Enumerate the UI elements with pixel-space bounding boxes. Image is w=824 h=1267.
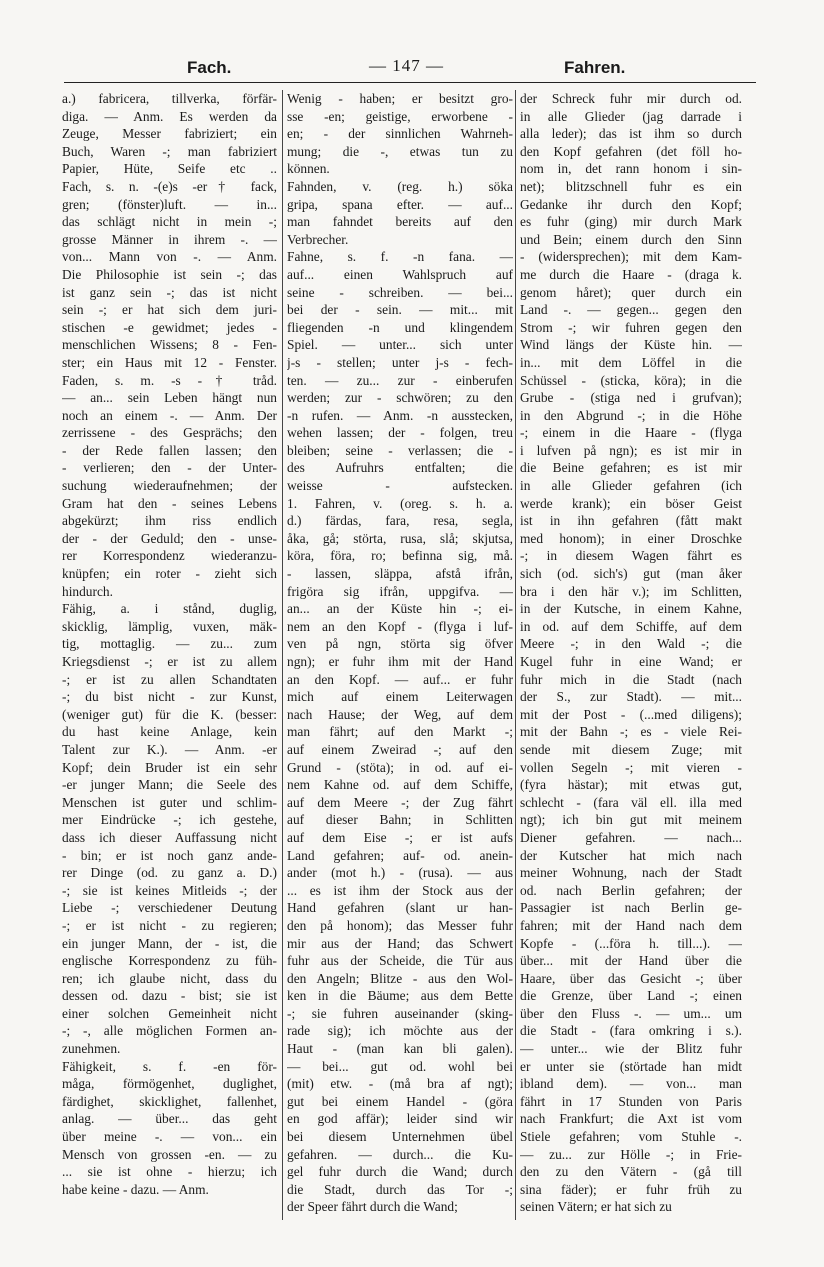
text-line: Schüssel - (sticka, köra); in die xyxy=(520,372,742,388)
text-line: Menschen ist guter und schlim- xyxy=(62,794,277,810)
running-head-left: Fach. xyxy=(187,58,232,77)
text-line: sein -; er hat sich dem juri- xyxy=(62,302,277,318)
text-line: der Schreck fuhr mir durch od. xyxy=(520,91,742,106)
text-line: die Beine gefahren; es ist mir xyxy=(520,460,742,476)
text-line: wehen lassen; der - folgen, treu xyxy=(287,425,513,441)
text-line: ngt); ich bin gut mit meinem xyxy=(520,812,742,828)
text-line: in alle Glieder (jag darrade i xyxy=(520,108,742,124)
text-line: dass ich dieser Auffassung nicht xyxy=(62,829,277,845)
text-line: stischen -e gewidmet; jedes - xyxy=(62,319,277,335)
text-line: od. nach Berlin gefahren; der xyxy=(520,882,742,898)
text-line: — unter... wie der Blitz fuhr xyxy=(520,1041,742,1057)
text-line: Grube - (stiga ned i grufvan); xyxy=(520,390,742,406)
text-line: des Aufruhrs entfalten; die xyxy=(287,460,513,476)
text-line: englische Korrespondenz zu füh- xyxy=(62,953,277,969)
text-line: meiner Wohnung, nach der Stadt xyxy=(520,865,742,881)
text-line: Wind längs der Küste hin. — xyxy=(520,337,742,353)
text-line: Spiel. — unter... sich unter xyxy=(287,337,513,353)
text-line: bei diesem Unternehmen übel xyxy=(287,1129,513,1145)
text-line: auf... einen Wahlspruch auf xyxy=(287,266,513,282)
text-line: ren; ich glaube nicht, dass du xyxy=(62,970,277,986)
text-line: (weniger gut) für die K. (besser: xyxy=(62,706,277,722)
text-line: dessen od. dazu - bist; sie ist xyxy=(62,988,277,1004)
text-line: ein junger Mann, der - ist, die xyxy=(62,935,277,951)
text-line: Wenig - haben; er besitzt gro- xyxy=(287,91,513,106)
text-line: Buch, Waren -; man fabriziert xyxy=(62,143,277,159)
text-line: — an... sein Leben hängt nun xyxy=(62,390,277,406)
text-line: Talent zur K.). — Anm. -er xyxy=(62,741,277,757)
text-line: gut bei einem Handel - (göra xyxy=(287,1093,513,1109)
text-line: ist in ihn gefahren (fått makt xyxy=(520,513,742,529)
text-line: sse -en; geistige, erworbene - xyxy=(287,108,513,124)
text-line: Grund - (stöta); in od. auf ei- xyxy=(287,759,513,775)
text-line: Land -. — gegen... gegen den xyxy=(520,302,742,318)
text-line: anlag. — über... das geht xyxy=(62,1111,277,1127)
text-line: seine - schreiben. — bei... xyxy=(287,284,513,300)
text-line: zunehmen. xyxy=(62,1041,121,1057)
text-line: Zeuge, Messer fabriziert; ein xyxy=(62,126,277,142)
text-line: gefahren. — durch... die Ku- xyxy=(287,1146,513,1162)
text-line: und Bein; einem durch den Sinn xyxy=(520,231,742,247)
text-line: — zu... zur Hölle -; in Frie- xyxy=(520,1146,742,1162)
text-line: sina fäder); er fuhr früh zu xyxy=(520,1181,742,1197)
text-line: Die Philosophie ist sein -; das xyxy=(62,266,277,282)
text-line: nem an den Kopf - (flyga i luf- xyxy=(287,618,513,634)
text-line: Passagier ist nach Berlin ge- xyxy=(520,900,742,916)
text-line: in den Abgrund -; in die Höhe xyxy=(520,407,742,423)
text-line: mit der Bahn -; es - viele Rei- xyxy=(520,724,742,740)
text-line: mich auf einem Leiterwagen xyxy=(287,689,513,705)
text-line: nach Hause; der Weg, auf dem xyxy=(287,706,513,722)
text-line: der S., zur Stadt). — mit... xyxy=(520,689,742,705)
text-line: mer Eindrücke -; ich gestehe, xyxy=(62,812,277,828)
text-line: - lassen, släppa, afstå ifrån, xyxy=(287,566,513,582)
text-line: ibland dem). — von... man xyxy=(520,1076,742,1092)
header-rule xyxy=(64,82,756,83)
text-line: noch an einem -. — Anm. Der xyxy=(62,407,277,423)
text-line: -; einem in die Haare - (flyga xyxy=(520,425,742,441)
text-line: schlecht - (fara väl ell. illa med xyxy=(520,794,742,810)
text-line: net); blitzschnell fuhr es ein xyxy=(520,178,742,194)
text-line: Strom -; wir fuhren gegen den xyxy=(520,319,742,335)
text-line: gren; (fönster)luft. — in... xyxy=(62,196,277,212)
text-line: fährt in 17 Stunden von Paris xyxy=(520,1093,742,1109)
text-line: fuhr aus der Scheide, die Tür aus xyxy=(287,953,513,969)
text-line: Fach, s. n. -(e)s -er† fack, xyxy=(62,178,277,194)
text-line: Land gefahren; auf- od. anein- xyxy=(287,847,513,863)
text-line: Meere -; in den Wald -; die xyxy=(520,636,742,652)
text-line: vollen Segeln -; mit vieren - xyxy=(520,759,742,775)
text-line: habe keine - dazu. — Anm. xyxy=(62,1181,209,1197)
text-line: der Speer fährt durch die Wand; xyxy=(287,1199,458,1215)
text-line: ... sie ist ohne - hierzu; ich xyxy=(62,1164,277,1180)
text-line: - verlieren; den - der Unter- xyxy=(62,460,277,476)
text-line: Liebe -; verschiedener Deutung xyxy=(62,900,277,916)
text-line: -er junger Mann; die Seele des xyxy=(62,777,277,793)
text-line: in alle Glieder gefahren (ich xyxy=(520,478,742,494)
text-line: über den Fluss -. — um... um xyxy=(520,1005,742,1021)
text-line: (mit) etw. - (må bra af ngt); xyxy=(287,1076,513,1092)
text-line: -n rufen. — Anm. -n ausstecken, xyxy=(287,407,513,423)
text-line: Verbrecher. xyxy=(287,231,349,247)
text-line: den Angeln; Blitze - aus den Wol- xyxy=(287,970,513,986)
text-line: — bei... gut od. wohl bei xyxy=(287,1058,513,1074)
running-head-right: Fahren. xyxy=(564,58,626,77)
text-line: Haut - (man kan bli galen). xyxy=(287,1041,513,1057)
text-line: hindurch. xyxy=(62,583,113,599)
text-line: gripa, spana efter. — auf... xyxy=(287,196,513,212)
text-line: ven på ngn, störta sig öfver xyxy=(287,636,513,652)
text-line: a.) fabricera, tillverka, förfär- xyxy=(62,91,277,106)
text-line: bra i den här v.); im Schlitten, xyxy=(520,583,742,599)
text-line: Hand gefahren (slant ur han- xyxy=(287,900,513,916)
text-line: -; du bist nicht - zur Kunst, xyxy=(62,689,277,705)
text-line: über meine -. — von... ein xyxy=(62,1129,277,1145)
text-line: ngn); er fuhr ihm mit der Hand xyxy=(287,654,513,669)
text-line: j-s - stellen; unter j-s - fech- xyxy=(287,354,513,370)
text-line: werde krank); ein böser Geist xyxy=(520,495,742,511)
text-line: Fahne, s. f. -n fana. — xyxy=(287,249,513,265)
text-line: ... es ist ihm der Stock aus der xyxy=(287,882,513,898)
text-line: auf dem Eise -; er ist aufs xyxy=(287,829,513,845)
text-line: bei der - sein. — mit... mit xyxy=(287,302,513,318)
text-line: man fahndet bereits auf den xyxy=(287,214,513,230)
text-line: måga, förmögenhet, duglighet, xyxy=(62,1076,277,1092)
text-line: i lufven på ngn); es ist mir in xyxy=(520,442,742,458)
text-line: die Grenze, über Land -; einen xyxy=(520,988,742,1004)
text-line: der - der Geduld; den - unse- xyxy=(62,530,277,546)
text-line: auf dieser Bahn; in Schlitten xyxy=(287,812,513,828)
text-line: genom håret); quer durch ein xyxy=(520,284,742,300)
text-line: können. xyxy=(287,161,330,177)
text-line: -; in diesem Wagen fährt es xyxy=(520,548,742,564)
text-line: Fähig, a. i stånd, duglig, xyxy=(62,601,277,617)
text-line: auf einem Zweirad -; auf den xyxy=(287,741,513,757)
text-line: (fyra hästar); mit etwas gut, xyxy=(520,777,742,793)
column-middle xyxy=(287,90,513,1220)
text-line: me durch die Haare - (draga k. xyxy=(520,266,742,282)
text-line: ander (mot h.) - (rusa). — aus xyxy=(287,865,513,881)
text-line: d.) färdas, fara, resa, segla, xyxy=(287,513,513,529)
text-line: - (widersprechen); mit dem Kam- xyxy=(520,249,742,265)
text-line: sich (od. sich's) gut (man åker xyxy=(520,566,742,582)
text-line: Fahnden, v. (reg. h.) söka xyxy=(287,178,513,194)
text-line: rer Korrespondenz wiederanzu- xyxy=(62,548,277,564)
text-line: Kopf; dein Bruder ist ein sehr xyxy=(62,759,277,775)
text-line: bleiben; seine - verlassen; die - xyxy=(287,442,513,458)
text-line: -; sie ist keines Mitleids -; der xyxy=(62,882,277,898)
text-line: zerrissene - des Gesprächs; den xyxy=(62,425,277,441)
text-line: 1. Fahren, v. (oreg. s. h. a. xyxy=(287,495,513,511)
text-line: grosse Männer in ihrem -. — xyxy=(62,231,277,247)
text-line: en god affär); leider sind wir xyxy=(287,1111,513,1127)
text-line: köra, föra, ro; befinna sig, må. xyxy=(287,548,513,564)
text-line: diga. — Anm. Es werden da xyxy=(62,108,277,124)
text-line: nem Kahne od. auf dem Schiffe, xyxy=(287,777,513,793)
text-line: du hast keine Anlage, kein xyxy=(62,724,277,740)
text-line: Kopfe - (...föra h. till...). — xyxy=(520,935,742,951)
text-line: abgekürzt; ihm riss endlich xyxy=(62,513,277,529)
text-line: es fuhr (ging) mir durch Mark xyxy=(520,214,742,230)
text-line: weisse - aufstecken. xyxy=(287,478,513,494)
text-line: an... an der Küste hin -; ei- xyxy=(287,601,513,617)
text-line: in der Kutsche, in einem Kahne, xyxy=(520,601,742,617)
column-right xyxy=(520,90,742,1220)
text-line: mung; die -, etwas tun zu xyxy=(287,143,513,159)
text-line: den Kopf gefahren (det föll ho- xyxy=(520,143,742,159)
text-line: Gedanke ihr durch den Kopf; xyxy=(520,196,742,212)
text-line: man fährt; auf den Markt -; xyxy=(287,724,513,740)
text-line: mit der Post - (...med diligens); xyxy=(520,706,742,722)
text-line: rade sig); ich möchte aus der xyxy=(287,1023,513,1039)
text-line: Kugel fuhr in eine Wand; er xyxy=(520,654,742,669)
text-line: in od. auf dem Schiffe, auf dem xyxy=(520,618,742,634)
text-line: menschlichen Wissens; 8 - Fen- xyxy=(62,337,277,353)
text-line: ten. — zu... zur - einberufen xyxy=(287,372,513,388)
text-line: - der Rede fallen lassen; den xyxy=(62,442,277,458)
text-line: alla leder); das ist ihm so durch xyxy=(520,126,742,142)
text-line: med honom); in einer Droschke xyxy=(520,530,742,546)
text-line: ster; ein Haus mit 12 - Fenster. xyxy=(62,354,277,370)
text-line: nach Frankfurt; die Axt ist vom xyxy=(520,1111,742,1127)
text-line: Diener gefahren. — nach... xyxy=(520,829,742,845)
text-line: -; -, alle möglichen Formen an- xyxy=(62,1023,277,1039)
text-line: ken in die Bäume; aus dem Bette xyxy=(287,988,513,1004)
text-line: -; er ist zu allen Schandtaten xyxy=(62,671,277,687)
page-number: — 147 — xyxy=(369,56,444,75)
text-line: gel fuhr durch die Wand; durch xyxy=(287,1164,513,1180)
text-line: knüpfen; ein roter - zieht sich xyxy=(62,566,277,582)
text-line: seinen Vätern; er hat sich zu xyxy=(520,1199,672,1215)
text-line: Stiele gefahren; vom Stuhle -. xyxy=(520,1129,742,1145)
text-line: Kriegsdienst -; er ist zu allem xyxy=(62,654,277,669)
text-line: Papier, Hüte, Seife etc .. xyxy=(62,161,277,177)
text-line: åka, gå; störta, rusa, slå; skjutsa, xyxy=(287,530,513,546)
text-line: das schlägt nicht in mein -; xyxy=(62,214,277,230)
text-line: rer Dinge (od. zu ganz a. D.) xyxy=(62,865,277,881)
text-line: suchung wiederaufnehmen; der xyxy=(62,478,277,494)
text-line: frigöra sig ifrån, uppgifva. — xyxy=(287,583,513,599)
text-line: Gram hat den - seines Lebens xyxy=(62,495,277,511)
text-line: Faden, s. m. -s -† tråd. xyxy=(62,372,277,388)
text-line: -; sie fuhren auseinander (sking- xyxy=(287,1005,513,1021)
text-line: die Stadt, durch das Tor -; xyxy=(287,1181,513,1197)
text-line: skicklig, lämplig, vuxen, mäk- xyxy=(62,618,277,634)
text-line: Mensch von grossen -en. — zu xyxy=(62,1146,277,1162)
text-line: er unter sie (störtade han midt xyxy=(520,1058,742,1074)
text-line: -; er ist nicht - zu regieren; xyxy=(62,917,277,933)
text-line: Haare, über das Gesicht -; über xyxy=(520,970,742,986)
column-left xyxy=(62,90,277,1220)
text-line: - bin; er ist noch ganz ande- xyxy=(62,847,277,863)
text-line: einer solchen Gemeinheit nicht xyxy=(62,1005,277,1021)
text-line: tig, mottaglig. — zu... zum xyxy=(62,636,277,652)
page-header xyxy=(64,48,754,84)
text-line: mir aus der Hand; das Schwert xyxy=(287,935,513,951)
text-line: auf dem Meere -; der Zug fährt xyxy=(287,794,513,810)
text-line: sende mit diesem Zuge; mit xyxy=(520,741,742,757)
text-line: den på honom); das Messer fuhr xyxy=(287,917,513,933)
text-line: färdighet, skicklighet, fallenhet, xyxy=(62,1093,277,1109)
text-line: nom in, det rann honom i sin- xyxy=(520,161,742,177)
text-line: ist ganz sein -; das ist nicht xyxy=(62,284,277,300)
text-line: in... mit dem Löffel in die xyxy=(520,354,742,370)
text-line: fahren; mit der Hand nach dem xyxy=(520,917,742,933)
column-divider-1 xyxy=(282,90,283,1220)
text-line: der Kutscher hat mich nach xyxy=(520,847,742,863)
text-line: über... mit der Hand über die xyxy=(520,953,742,969)
text-line: an den Kopf. — auf... er fuhr xyxy=(287,671,513,687)
text-line: die Stadt - (fara omkring i s.). xyxy=(520,1023,742,1039)
column-divider-2 xyxy=(515,90,516,1220)
text-line: von... Mann von -. — Anm. xyxy=(62,249,277,265)
text-line: en; - der sinnlichen Wahrneh- xyxy=(287,126,513,142)
text-line: werden; zur - schwören; zu den xyxy=(287,390,513,406)
text-line: Fähigkeit, s. f. -en för- xyxy=(62,1058,277,1074)
text-line: den zu den Vätern - (gå till xyxy=(520,1164,742,1180)
text-line: fuhr mich in die Stadt (nach xyxy=(520,671,742,687)
text-line: fliegenden -n und klingendem xyxy=(287,319,513,335)
